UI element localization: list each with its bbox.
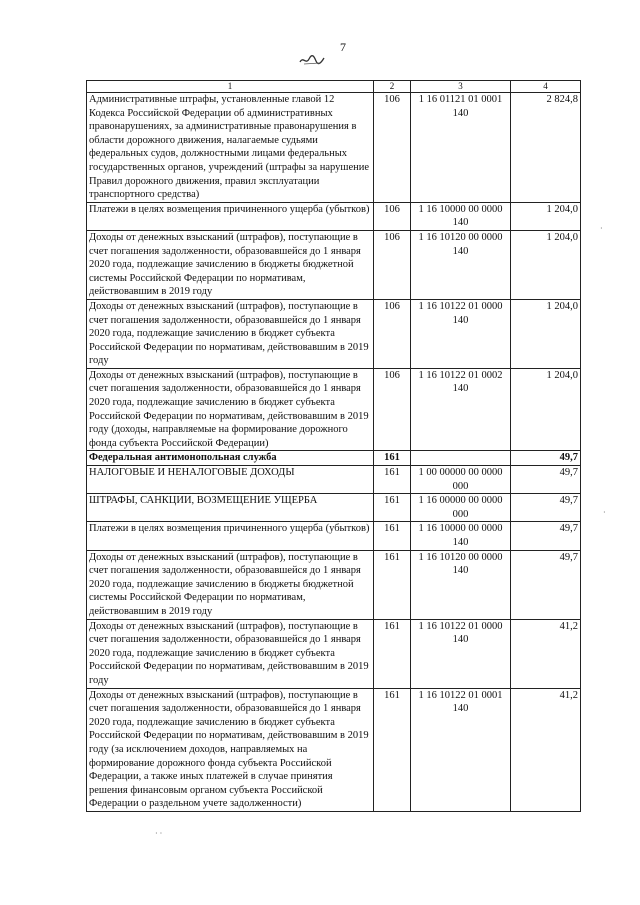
- header-col-3: 3: [411, 81, 511, 93]
- row-amount: 2 824,8: [511, 93, 581, 203]
- row-amount: 49,7: [511, 466, 581, 494]
- row-admin-code: 161: [374, 550, 411, 619]
- header-col-4: 4: [511, 81, 581, 93]
- row-budget-code: 1 16 10122 01 0001 140: [411, 688, 511, 811]
- row-description: Доходы от денежных взысканий (штрафов), поступающие в счет погашения задолженности, образовавшейся до 1 января 2020 года, подлежащие зачислению в бюджеты бюджетной системы Российской Федерации по нормативам, действовавшим в 2019 году: [87, 230, 374, 299]
- row-description: Доходы от денежных взысканий (штрафов), поступающие в счет погашения задолженности, образовавшейся до 1 января 2020 года, подлежащие зачислению в бюджеты бюджетной системы Российской Федерации по нормативам, действовавшим в 2019 году: [87, 550, 374, 619]
- table-row: [87, 522, 581, 550]
- row-description: Доходы от денежных взысканий (штрафов), поступающие в счет погашения задолженности, образовавшейся до 1 января 2020 года, подлежащие зачислению в бюджет субъекта Российской Федерации по нормативам, действовавшим в 2019 году (за исключением доходов, направляемых на формирование дорожного фонда субъекта Российской Федерации, а также иных платежей в случае принятия решения финансовым органом субъекта Российской Федерации о раздельном учете задолженности): [87, 688, 374, 811]
- table-row: [87, 688, 581, 811]
- row-amount: 1 204,0: [511, 230, 581, 299]
- row-admin-code: 161: [374, 451, 411, 466]
- row-amount: 1 204,0: [511, 299, 581, 368]
- row-amount: 49,7: [511, 522, 581, 550]
- stray-mark: ·: [600, 224, 603, 233]
- row-budget-code: 1 16 10120 00 0000 140: [411, 230, 511, 299]
- row-description: Доходы от денежных взысканий (штрафов), поступающие в счет погашения задолженности, образовавшейся до 1 января 2020 года, подлежащие зачислению в бюджет субъекта Российской Федерации по нормативам, действовавшим в 2019 году (доходы, направляемые на формирование дорожного фонда субъекта Российской Федерации): [87, 368, 374, 451]
- table-header-row: [87, 81, 581, 93]
- row-budget-code: 1 16 10122 01 0000 140: [411, 619, 511, 688]
- row-budget-code: 1 16 10122 01 0002 140: [411, 368, 511, 451]
- row-amount: 1 204,0: [511, 368, 581, 451]
- row-admin-code: 106: [374, 93, 411, 203]
- row-amount: 41,2: [511, 688, 581, 811]
- header-col-2: 2: [374, 81, 411, 93]
- stray-mark: ·: [603, 508, 606, 517]
- table-row: [87, 299, 581, 368]
- row-budget-code: 1 16 01121 01 0001 140: [411, 93, 511, 203]
- row-admin-code: 106: [374, 230, 411, 299]
- row-admin-code: 161: [374, 466, 411, 494]
- stray-mark: · ·: [155, 829, 163, 838]
- row-amount: 49,7: [511, 494, 581, 522]
- row-amount: 49,7: [511, 550, 581, 619]
- revenue-table: [86, 80, 581, 812]
- row-description: Административные штрафы, установленные главой 12 Кодекса Российской Федерации об административных правонарушениях, за административные правонарушения в области дорожного движения, налагаемые судьями федеральных судов, должностными лицами федеральных государственных органов, учреждений (штрафы за нарушение Правил дорожного движения, правил эксплуатации транспортного средства): [87, 93, 374, 203]
- table-row: [87, 93, 581, 203]
- row-budget-code: 1 16 00000 00 0000 000: [411, 494, 511, 522]
- table-row: [87, 466, 581, 494]
- row-admin-code: 106: [374, 202, 411, 230]
- row-description: Платежи в целях возмещения причиненного ущерба (убытков): [87, 202, 374, 230]
- row-description: Платежи в целях возмещения причиненного ущерба (убытков): [87, 522, 374, 550]
- table-row: [87, 230, 581, 299]
- row-budget-code: [411, 451, 511, 466]
- row-description: Федеральная антимонопольная служба: [87, 451, 374, 466]
- table-row: [87, 550, 581, 619]
- table-row: [87, 619, 581, 688]
- row-amount: 1 204,0: [511, 202, 581, 230]
- row-admin-code: 161: [374, 688, 411, 811]
- table-row: [87, 494, 581, 522]
- row-budget-code: 1 16 10000 00 0000 140: [411, 202, 511, 230]
- row-admin-code: 161: [374, 522, 411, 550]
- handwritten-mark-icon: [298, 54, 326, 66]
- row-admin-code: 161: [374, 494, 411, 522]
- row-budget-code: 1 16 10000 00 0000 140: [411, 522, 511, 550]
- row-budget-code: 1 16 10120 00 0000 140: [411, 550, 511, 619]
- page-number: 7: [340, 40, 346, 54]
- row-budget-code: 1 16 10122 01 0000 140: [411, 299, 511, 368]
- row-admin-code: 106: [374, 299, 411, 368]
- table-row: [87, 202, 581, 230]
- table-row: [87, 368, 581, 451]
- row-admin-code: 161: [374, 619, 411, 688]
- row-description: НАЛОГОВЫЕ И НЕНАЛОГОВЫЕ ДОХОДЫ: [87, 466, 374, 494]
- table-row: [87, 451, 581, 466]
- row-description: ШТРАФЫ, САНКЦИИ, ВОЗМЕЩЕНИЕ УЩЕРБА: [87, 494, 374, 522]
- row-description: Доходы от денежных взысканий (штрафов), поступающие в счет погашения задолженности, образовавшейся до 1 января 2020 года, подлежащие зачислению в бюджет субъекта Российской Федерации по нормативам, действовавшим в 2019 году: [87, 299, 374, 368]
- row-amount: 49,7: [511, 451, 581, 466]
- row-budget-code: 1 00 00000 00 0000 000: [411, 466, 511, 494]
- row-description: Доходы от денежных взысканий (штрафов), поступающие в счет погашения задолженности, образовавшейся до 1 января 2020 года, подлежащие зачислению в бюджет субъекта Российской Федерации по нормативам, действовавшим в 2019 году: [87, 619, 374, 688]
- header-col-1: 1: [87, 81, 374, 93]
- row-amount: 41,2: [511, 619, 581, 688]
- row-admin-code: 106: [374, 368, 411, 451]
